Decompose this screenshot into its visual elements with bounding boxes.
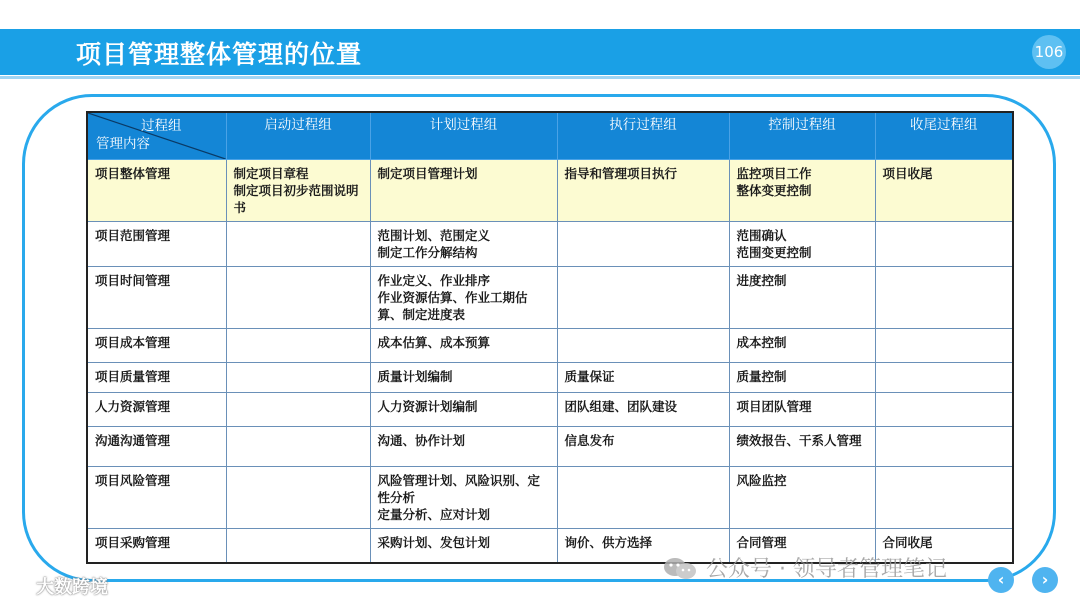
- prev-slide-button[interactable]: ‹: [988, 567, 1014, 593]
- cell-text: 整体变更控制: [736, 183, 812, 198]
- table-cell: [226, 267, 370, 329]
- table-row: [87, 427, 1013, 467]
- table-cell: [875, 467, 1013, 529]
- cell-text: 风险监控: [736, 473, 787, 488]
- table-cell: [557, 427, 729, 467]
- cell-text: 制定工作分解结构: [377, 245, 478, 260]
- table-cell: [729, 467, 875, 529]
- cell-text: 范围变更控制: [736, 245, 812, 260]
- cell-text: 询价、供方选择: [564, 535, 653, 550]
- header-row: [87, 112, 1013, 160]
- cell-text: 项目收尾: [882, 166, 933, 181]
- table-cell: [557, 222, 729, 267]
- cell-text: 成本估算、成本预算: [377, 335, 491, 350]
- table-cell: [370, 393, 557, 427]
- brand-mark: [8, 573, 108, 599]
- cell-text: 监控项目工作: [736, 166, 812, 181]
- title-underline: [0, 76, 1080, 79]
- table-cell: [875, 329, 1013, 363]
- table-row: [87, 222, 1013, 267]
- row-header: 项目成本管理: [87, 329, 226, 363]
- table-row: [87, 329, 1013, 363]
- row-header: 项目采购管理: [87, 529, 226, 563]
- table-cell: [729, 160, 875, 222]
- table-cell: [729, 393, 875, 427]
- page-number: 106: [1032, 35, 1066, 69]
- table-cell: [557, 393, 729, 427]
- corner-top-label: 过程组: [141, 118, 182, 134]
- cell-text: 范围计划、范围定义: [377, 228, 491, 243]
- table-cell: [557, 329, 729, 363]
- table-cell: [370, 267, 557, 329]
- column-header: 执行过程组: [557, 112, 729, 160]
- brand-logo-icon: [8, 575, 32, 598]
- cell-text: 人力资源计划编制: [377, 399, 478, 414]
- table-cell: [875, 160, 1013, 222]
- table-cell: [557, 467, 729, 529]
- table-row: [87, 393, 1013, 427]
- cell-text: 作业定义、作业排序: [377, 273, 491, 288]
- cell-text: 定量分析、应对计划: [377, 507, 491, 522]
- table-cell: [875, 267, 1013, 329]
- row-header: 沟通沟通管理: [87, 427, 226, 467]
- table-cell: [557, 267, 729, 329]
- table-cell: [370, 329, 557, 363]
- table-cell: [875, 222, 1013, 267]
- table-cell: [729, 267, 875, 329]
- table-cell: [370, 427, 557, 467]
- cell-text: 范围确认: [736, 228, 787, 243]
- cell-text: 作业资源估算、作业工期估算、制定进度表: [377, 290, 528, 322]
- row-header: 项目时间管理: [87, 267, 226, 329]
- table-cell: [729, 427, 875, 467]
- table-cell: [370, 222, 557, 267]
- table-cell: [557, 160, 729, 222]
- table-cell: [226, 529, 370, 563]
- table-cell: [226, 363, 370, 393]
- table-row: [87, 467, 1013, 529]
- table-cell: [370, 467, 557, 529]
- table-row: [87, 160, 1013, 222]
- process-table: [86, 111, 1014, 564]
- table-cell: [557, 363, 729, 393]
- cell-text: 合同收尾: [882, 535, 933, 550]
- cell-text: 合同管理: [736, 535, 787, 550]
- table-cell: [729, 222, 875, 267]
- column-header: 启动过程组: [226, 112, 370, 160]
- cell-text: 成本控制: [736, 335, 787, 350]
- table-cell: [226, 467, 370, 529]
- title-bar: [0, 29, 1080, 75]
- watermark-text: 公众号 · 领导者管理笔记: [706, 557, 947, 582]
- table-cell: [875, 393, 1013, 427]
- table-row: [87, 267, 1013, 329]
- table-cell: [226, 427, 370, 467]
- watermark: [662, 552, 947, 583]
- row-header: 项目质量管理: [87, 363, 226, 393]
- cell-text: 信息发布: [564, 433, 615, 448]
- cell-text: 制定项目章程: [233, 166, 309, 181]
- table-cell: [226, 222, 370, 267]
- table-cell: [875, 363, 1013, 393]
- cell-text: 采购计划、发包计划: [377, 535, 491, 550]
- table-row: [87, 363, 1013, 393]
- row-header: 人力资源管理: [87, 393, 226, 427]
- table-cell: [875, 427, 1013, 467]
- cell-text: 质量控制: [736, 369, 787, 384]
- column-header: 计划过程组: [370, 112, 557, 160]
- row-header: 项目风险管理: [87, 467, 226, 529]
- cell-text: 风险管理计划、风险识别、定性分析: [377, 473, 541, 505]
- row-header: 项目范围管理: [87, 222, 226, 267]
- column-header: 控制过程组: [729, 112, 875, 160]
- cell-text: 制定项目初步范围说明书: [233, 183, 359, 215]
- table-cell: [226, 393, 370, 427]
- table-cell: [729, 363, 875, 393]
- corner-header: [87, 112, 226, 160]
- cell-text: 制定项目管理计划: [377, 166, 478, 181]
- cell-text: 质量计划编制: [377, 369, 453, 384]
- cell-text: 沟通、协作计划: [377, 433, 466, 448]
- table-cell: [226, 160, 370, 222]
- slide-title: 项目管理整体管理的位置: [76, 40, 363, 69]
- cell-text: 项目团队管理: [736, 399, 812, 414]
- column-header: 收尾过程组: [875, 112, 1013, 160]
- wechat-icon: [662, 556, 698, 580]
- next-slide-button[interactable]: ›: [1032, 567, 1058, 593]
- table-cell: [226, 329, 370, 363]
- table-cell: [370, 363, 557, 393]
- row-header: 项目整体管理: [87, 160, 226, 222]
- cell-text: 指导和管理项目执行: [564, 166, 678, 181]
- table-cell: [370, 160, 557, 222]
- cell-text: 质量保证: [564, 369, 615, 384]
- cell-text: 绩效报告、干系人管理: [736, 433, 862, 448]
- cell-text: 团队组建、团队建设: [564, 399, 678, 414]
- brand-text: 大数跨境: [36, 577, 108, 598]
- table-cell: [729, 329, 875, 363]
- cell-text: 进度控制: [736, 273, 787, 288]
- corner-bottom-label: 管理内容: [96, 136, 150, 152]
- table-cell: [370, 529, 557, 563]
